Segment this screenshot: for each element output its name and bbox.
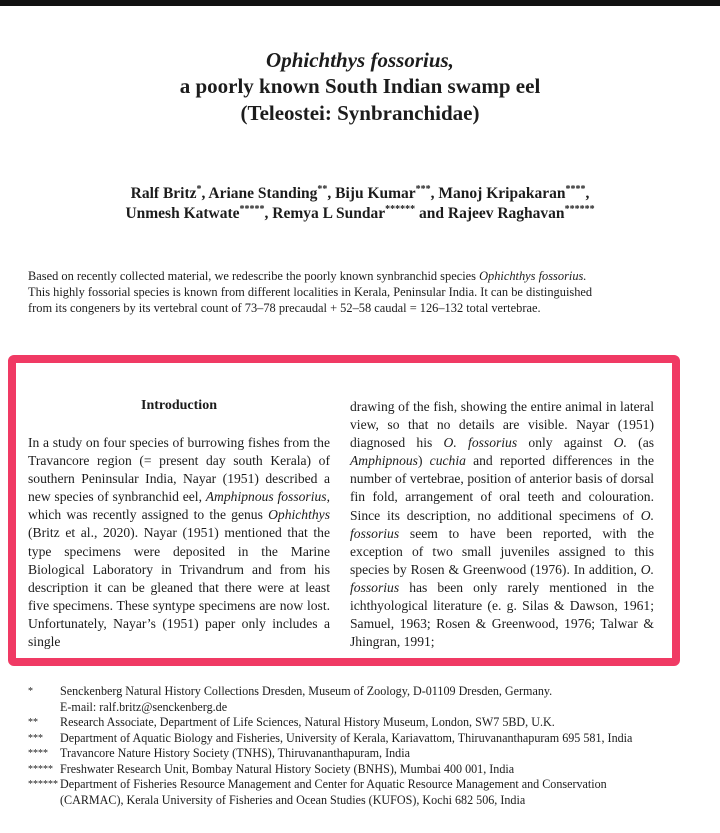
top-bar — [0, 0, 720, 6]
abstract-line3: from its congeners by its vertebral count of 73–78 precaudal + 52–58 caudal = 126–132 total vertebrae. — [28, 301, 541, 315]
paper-title-species: Ophichthys fossorius, — [266, 48, 454, 72]
abstract-line2: This highly fossorial species is known from different localities in Kerala, Peninsular India. It can be distinguished — [28, 285, 593, 299]
authors-line1: Ralf Britz*, Ariane Standing**, Biju Kumar***, Manoj Kripakaran****, — [130, 184, 590, 203]
paper-title-line3: (Teleostei: Synbranchidae) — [240, 101, 480, 125]
footnotes — [28, 684, 668, 808]
abstract-line1: Based on recently collected material, we redescribe the poorly known synbranchid species Ophichthys fossorius. — [28, 269, 587, 283]
authors-line2: Unmesh Katwate*****, Remya L Sundar****** and Rajeev Raghavan****** — [125, 204, 595, 223]
footnote-item: *** Department of Aquatic Biology and Fisheries, University of Kerala, Kariavattom, Thiruvananthapuram 695 581, India — [28, 730, 633, 745]
footnote-item: ***** Freshwater Research Unit, Bombay Natural History Society (BNHS), Mumbai 400 001, India — [28, 761, 515, 776]
introduction-right-column: drawing of the fish, showing the entire animal in lateral view, so that no details are visible. Nayar (1951) diagnosed his O. fossorius only against O. (as Amphipnous) cuchia and reported differences in the number of vertebrae, position of anterior basis of dorsal fin fold, arrangement of oral teeth and colouration. Since its description, no additional specimens of O. fossorius seem to have been reported, with the exception of two small juveniles assigned to this species by Rosen & Greenwood (1976). In addition, O. fossorius has been only rarely mentioned in the ichthyological literature (e. g. Silas & Dawson, 1961; Samuel, 1963; Rosen & Greenwood, 1976; Talwar & Jhingran, 1991; — [350, 399, 655, 650]
footnote-item: ** Research Associate, Department of Life Sciences, Natural History Museum, London, SW7 5BD, U.K. — [28, 715, 555, 729]
footnote-item: * Senckenberg Natural History Collections Dresden, Museum of Zoology, D-01109 Dresden, Germany. E-mail: ralf.britz@senckenberg.de — [28, 684, 553, 714]
introduction-heading: Introduction — [141, 398, 217, 413]
paper-title-line2: a poorly known South Indian swamp eel — [179, 74, 541, 98]
footnote-item: ****** Department of Fisheries Resource Management and Center for Aquatic Resource Management and Conservation (CARMAC), Kerala University of Fisheries and Ocean Studies (KUFOS), Kochi 682 506, India — [28, 777, 607, 807]
introduction-left-column: In a study on four species of burrowing fishes from the Travancore region (= present day south Kerala) of southern Peninsular India, Nayar (1951) described a new species of synbranchid eel, Amphipnous fossorius, which was recently assigned to the genus Ophichthys (Britz et al., 2020). Nayar (1951) mentioned that the type specimens were deposited in the Marine Biological Laboratory in Trivandrum and from his description it can be gleaned that there were at least five specimens. These syntype specimens are now lost. Unfortunately, Nayar’s (1951) paper only includes a single — [28, 435, 330, 650]
footnote-item: **** Travancore Nature History Society (TNHS), Thiruvananthapuram, India — [28, 746, 410, 760]
